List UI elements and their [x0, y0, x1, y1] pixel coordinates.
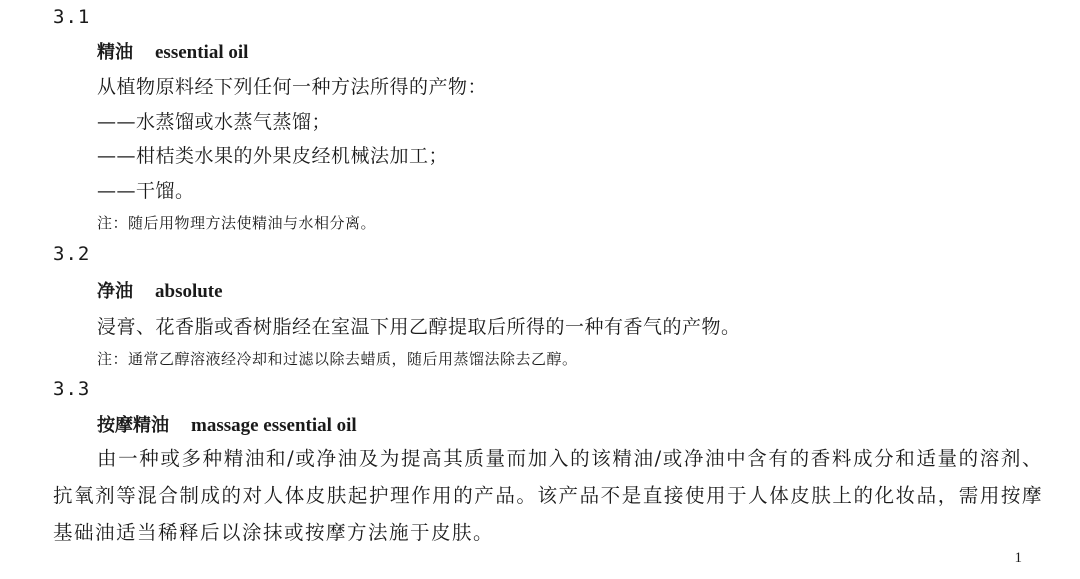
list-item: ——柑桔类水果的外果皮经机械法加工；: [97, 145, 449, 167]
definition-text: 从植物原料经下列任何一种方法所得的产物：: [97, 76, 488, 98]
note-text: 注：通常乙醇溶液经冷却和过滤以除去蜡质，随后用蒸馏法除去乙醇。: [97, 350, 578, 368]
section-number: 3.1: [53, 6, 91, 28]
term-english: massage essential oil: [191, 415, 357, 436]
note-text: 注：随后用物理方法使精油与水相分离。: [97, 214, 377, 232]
section-number: 3.2: [53, 243, 91, 265]
term-heading: [97, 38, 248, 64]
term-english: absolute: [155, 281, 223, 302]
term-heading: [97, 411, 357, 437]
page-number: 1: [1014, 550, 1022, 566]
list-item: ——水蒸馏或水蒸气蒸馏；: [97, 111, 332, 133]
term-heading: [97, 277, 223, 303]
list-item: ——干馏。: [97, 180, 195, 202]
term-chinese: 精油: [97, 42, 133, 63]
definition-text: 浸膏、花香脂或香树脂经在室温下用乙醇提取后所得的一种有香气的产物。: [97, 316, 741, 338]
term-chinese: 按摩精油: [97, 415, 169, 436]
term-chinese: 净油: [97, 281, 133, 302]
definition-paragraph: 由一种或多种精油和/或净油及为提高其质量而加入的该精油/或净油中含有的香料成分和适量的溶剂、抗氧剂等混合制成的对人体皮肤起护理作用的产品。该产品不是直接使用于人体皮肤上的化妆品，需用按摩基础油适当稀释后以涂抹或按摩方法施于皮肤。: [53, 447, 1043, 544]
term-english: essential oil: [155, 42, 249, 63]
section-number: 3.3: [53, 378, 91, 400]
